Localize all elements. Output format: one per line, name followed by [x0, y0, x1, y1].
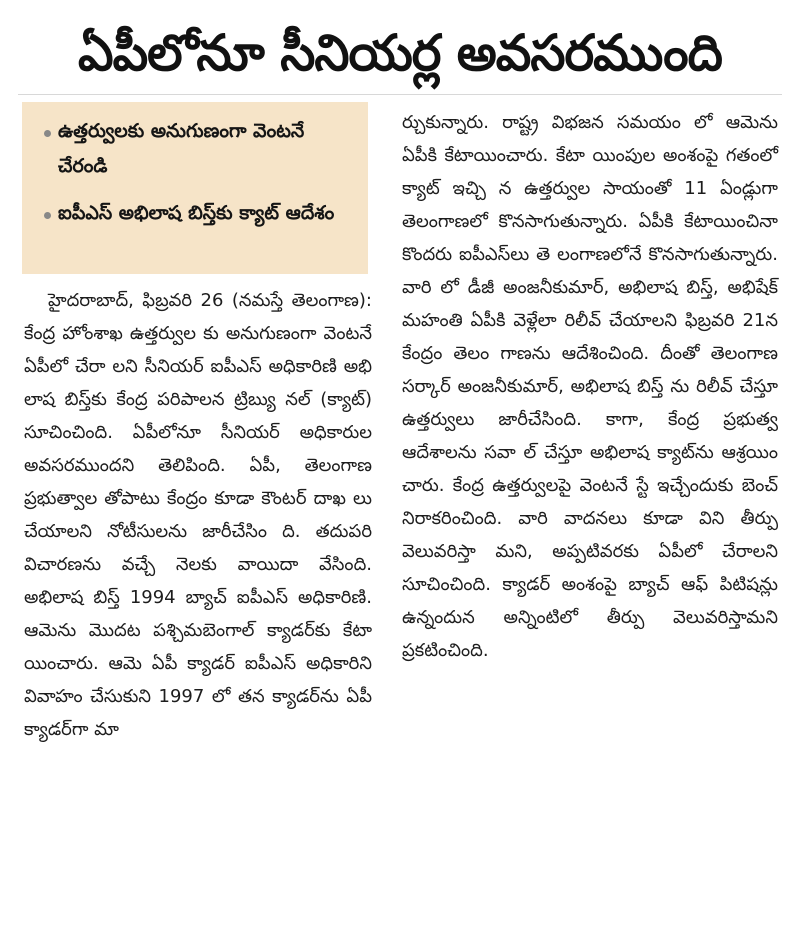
article-text-right: ర్చుకున్నారు. రాష్ట్ర విభజన సమయం లో ఆమెను ఏపీకి కేటాయించారు. కేటా యింపుల అంశంపై గతంలో క్యాట్ ఇచ్చి న ఉత్తర్వుల సాయంతో 11 ఏండ్లుగా తెలంగాణలో కొనసాగుతున్నారు. ఏపీకి కేటాయించినా కొందరు ఐపీఎస్‌లు తె లంగాణలోనే కొనసాగుతున్నారు. వారి లో డీజీ అంజనీకుమార్, అభిలాష బిస్త్, అభిషేక్ మహంతి ఏపీకి వెళ్లేలా రిలీవ్ చేయాలని ఫిబ్రవరి 21న కేంద్రం తెలం గాణను ఆదేశించింది. దీంతో తెలంగాణ సర్కార్ అంజనీకుమార్, అభిలాష బిస్త్ ను రిలీవ్ చేస్తూ ఉత్తర్వులు జారీచేసింది. కాగా, కేంద్ర ప్రభుత్వ ఆదేశాలను సవా ల్ చేస్తూ అభిలాష క్యాట్‌ను ఆశ్రయిం చారు. కేంద్ర ఉత్తర్వులపై వెంటనే స్టే ఇచ్చేందుకు బెంచ్ నిరాకరించింది. వారి వాదనలు కూడా విని తీర్పు వెలువరిస్తా మని, అప్పటివరకు ఏపీలో చేరాలని సూచించింది. క్యాడర్ అంశంపై బ్యాచ్ ఆఫ్ పిటిషన్లు ఉన్నందున అన్నింటిలో తీర్పు వెలువరిస్తామని ప్రకటించింది. [402, 112, 778, 661]
highlight-item [44, 196, 360, 231]
bullet-icon [44, 212, 51, 219]
headline: ఏపీలోనూ సీనియర్ల అవసరముంది [78, 24, 722, 82]
highlight-item [44, 114, 360, 184]
highlights-box [22, 102, 368, 274]
article-column-right [402, 106, 778, 667]
highlight-text: ఐపీఎస్ అభిలాష బిస్త్‌కు క్యాట్ ఆదేశం [58, 202, 335, 224]
headline-divider [18, 94, 782, 95]
article-column-left [24, 284, 372, 746]
highlight-text: ఉత్తర్వులకు అనుగుణంగా వెంటనే చేరండి [58, 120, 305, 177]
article-text-left: హైదరాబాద్, ఫిబ్రవరి 26 (నమస్తే తెలంగాణ): కేంద్ర హోంశాఖ ఉత్తర్వుల కు అనుగుణంగా వెంటనే ఏపీలో చేరా లని సీనియర్ ఐపీఎస్ అధికారిణి అభి లాష బిస్త్‌కు కేంద్ర పరిపాలన ట్రిబ్యు నల్ (క్యాట్) సూచించింది. ఏపీలోనూ సీనియర్ అధికారుల అవసరముందని తెలిపింది. ఏపీ, తెలంగాణ ప్రభుత్వాల తోపాటు కేంద్రం కూడా కౌంటర్ దాఖ లు చేయాలని నోటీసులను జారీచేసిం ది. తదుపరి విచారణను వచ్చే నెలకు వాయిదా వేసింది. అభిలాష బిస్త్ 1994 బ్యాచ్ ఐపీఎస్ అధికారిణి. ఆమెను మొదట పశ్చిమబెంగాల్ క్యాడర్‌కు కేటా యించారు. ఆమె ఏపీ క్యాడర్ ఐపీఎస్ అధికారిని వివాహం చేసుకుని 1997 లో తన క్యాడర్‌ను ఏపీ క్యాడర్‌గా మా [24, 290, 372, 740]
bullet-icon [44, 130, 51, 137]
